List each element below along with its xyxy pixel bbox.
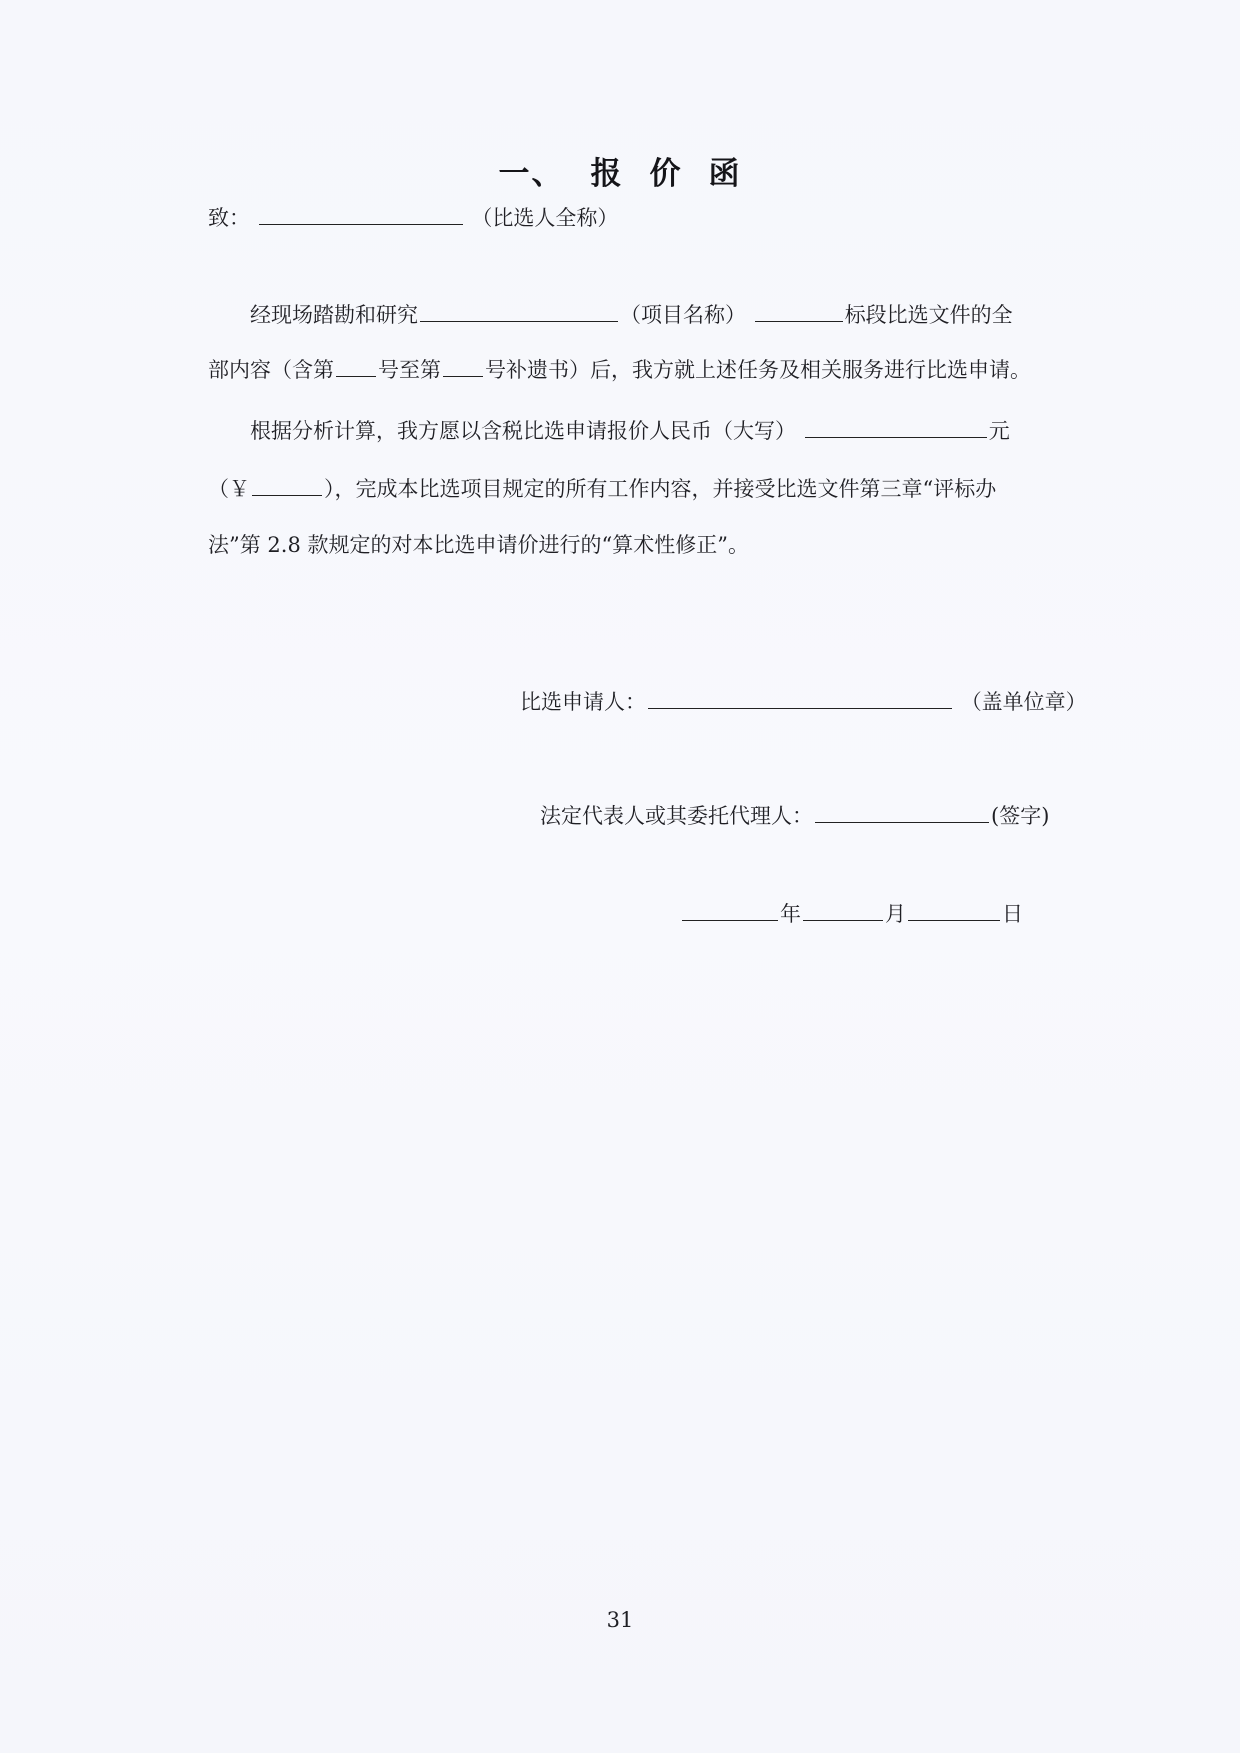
representative-note: (签字) [991,804,1050,828]
para2-text: （￥ [208,477,250,501]
section-blank[interactable] [755,299,843,322]
price-figures-blank[interactable] [252,473,322,496]
title-part: 函 [708,156,742,192]
project-name-blank[interactable] [420,299,618,322]
representative-line [540,800,1049,831]
applicant-label: 比选申请人： [520,690,646,714]
title-part: 一、 [498,156,565,192]
day-label: 日 [1002,902,1023,926]
project-name-note: （项目名称） [620,303,746,327]
para1-text: 号至第 [378,358,441,382]
addressee-blank[interactable] [259,202,463,225]
year-label: 年 [780,902,801,926]
representative-label: 法定代表人或其委托代理人： [540,804,813,828]
representative-blank[interactable] [815,800,989,823]
para1-text: 经现场踏勘和研究 [250,303,418,327]
to-label: 致： [208,206,250,230]
para1-text: 部内容（含第 [208,358,334,382]
para2-text: 法”第 2.8 款规定的对本比选申请价进行的“算术性修正”。 [208,533,749,557]
addendum-to-blank[interactable] [443,354,483,377]
applicant-line [520,686,1087,717]
month-blank[interactable] [803,898,883,921]
para2-text: ），完成本比选项目规定的所有工作内容，并接受比选文件第三章“评标办 [324,477,997,501]
day-blank[interactable] [908,898,1000,921]
para2-line2 [208,473,996,504]
year-blank[interactable] [682,898,778,921]
para2-line3 [208,530,749,560]
para2-line1 [250,415,1010,446]
para1-line1 [250,299,1013,330]
price-words-blank[interactable] [805,415,987,438]
para2-text: 根据分析计算，我方愿以含税比选申请报价人民币（大写） [250,419,796,443]
document-title [0,148,1240,193]
to-note: （比选人全称） [471,206,619,230]
title-part: 价 [649,156,683,192]
para1-text: 标段比选文件的全 [844,303,1013,327]
month-label: 月 [885,902,906,926]
addendum-from-blank[interactable] [336,354,376,377]
para1-text: 号补遗书）后，我方就上述任务及相关服务进行比选申请。 [485,358,1031,382]
para1-line2 [208,354,1031,385]
date-line [680,898,1023,929]
currency-unit: 元 [988,419,1010,443]
applicant-blank[interactable] [648,686,952,709]
addressee-line [208,202,618,233]
title-part: 报 [590,156,624,192]
applicant-note: （盖单位章） [960,690,1087,714]
page-number: 31 [606,1608,634,1632]
